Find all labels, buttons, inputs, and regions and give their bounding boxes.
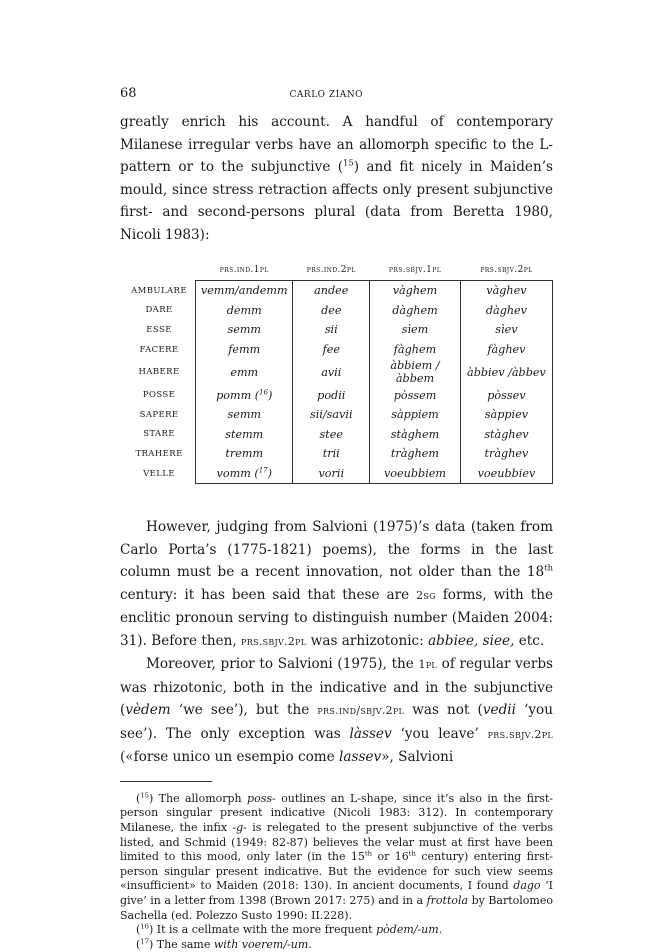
verb-label: SAPERE (139, 409, 179, 420)
cell: vàghem (370, 281, 461, 301)
text: of regular verbs was rhizotonic, both in the indicative and in the subjunctive ( (120, 656, 553, 719)
page-number: 68 (120, 86, 137, 101)
text: It is a cellmate with the more frequent (153, 923, 377, 937)
cell: andee (293, 281, 370, 301)
text: was not ( (404, 702, 483, 719)
footnote-ref-17[interactable]: 17 (258, 466, 268, 475)
cell: tràghem (370, 444, 461, 464)
table-row (123, 464, 553, 484)
table-row (123, 281, 553, 301)
text: ‘you leave’ (391, 725, 488, 742)
cell: trii (293, 444, 370, 464)
intro-paragraph (120, 111, 553, 246)
cell: sàppiem (370, 405, 461, 425)
cell: voeubbiev (460, 464, 552, 484)
text: However, judging from Salvioni (1975)’s data (taken from Carlo Porta’s (1775-1821) poems), the forms in the last column must be a recent innovation, not older than the 18 (120, 519, 553, 581)
verb-label: FACERE (139, 344, 179, 355)
cell: semm (196, 320, 293, 340)
cell: avii (293, 359, 370, 385)
footnote-number: 17 (140, 937, 149, 946)
cell: demm (196, 301, 293, 321)
col-prs-sbjv-1pl: prs.sbjv.1pl (388, 265, 442, 275)
footnote-divider (120, 781, 212, 782)
gloss-abbrev: prs.sbjv.2pl (487, 727, 553, 741)
cell: pòssem (370, 385, 461, 405)
text: outlines an L-shape, since it’s also in the first-person singular present indicative (Nicoli 1983: 312). In contemporary Milanese, the infix (120, 791, 554, 835)
footnote-ref-16[interactable]: 16 (259, 387, 268, 396)
verb-label: AMBULARE (131, 285, 187, 296)
cell: stàghem (370, 425, 461, 445)
table-row (123, 359, 553, 385)
cell-text: pomm ( (216, 388, 260, 402)
text: », Salvioni (381, 749, 454, 766)
cell: stemm (196, 425, 293, 445)
verb-label: TRAHERE (135, 448, 183, 459)
col-prs-ind-2pl: prs.ind.2pl (306, 265, 356, 275)
table-row (123, 385, 553, 405)
footnote-16: ($^{16}$) It is a cellmate with the more frequent pòdem/-um. (136, 922, 443, 937)
cell (196, 385, 293, 405)
cell: voeubbiem (370, 464, 461, 484)
cell: tràghev (460, 444, 552, 464)
gloss-abbrev: prs.sbjv.2pl (241, 634, 307, 648)
body-text (120, 516, 553, 769)
table-row (123, 301, 553, 321)
footnote-number: 16 (140, 922, 149, 931)
gloss-abbrev: prs.ind/sbjv.2pl (317, 704, 405, 718)
gloss-abbrev: 2sg (416, 588, 436, 602)
verb-label: HABERE (138, 367, 180, 378)
cell-text-end: ) (267, 467, 272, 481)
verb-label: ESSE (146, 324, 172, 335)
example-form: poss- (247, 791, 276, 805)
cell: dee (293, 301, 370, 321)
paragraph-rhizotonic (120, 653, 553, 769)
cell: vorii (293, 464, 370, 484)
text: or 16 (372, 850, 409, 864)
example-form: làssev (349, 725, 392, 742)
example-form: pòdem/-um. (376, 923, 443, 937)
verb-label: DARE (145, 305, 173, 316)
example-form: lassev (339, 749, 382, 766)
running-header (120, 86, 553, 101)
superscript: th (364, 849, 373, 858)
gloss-abbrev: 1pl (418, 658, 437, 672)
page (120, 86, 553, 952)
cell: sii/savii (293, 405, 370, 425)
cell: podii (293, 385, 370, 405)
example-form: with voerem/-um. (213, 937, 312, 951)
text: is relegated to the present subjunctive of the verbs listed, and Schmid (1949: 82-87) believes the velar must at first have been limited to this mood, only later (in the 15 (120, 821, 553, 864)
superscript: th (408, 849, 416, 858)
col-prs-ind-1pl: prs.ind.1pl (219, 265, 269, 275)
text: forms, with the enclitic pronoun serving to distinguish number (Maiden 2004: 31). Before then, (120, 586, 554, 649)
text: ‘we see’), but the (170, 702, 318, 719)
cell: fàghev (460, 340, 552, 360)
cell: stàghev (460, 425, 552, 445)
footnote-15: ($^{15}$) The allomorph poss- outlines an L-shape, since it’s also in the first-person singular present indicative (Nicoli 1983: 312). In contemporary Milanese, the infix -g- is relegated to the present subjunctive of the verbs listed, and Schmid (1949: 82-87) believes the velar must at first have been limited to this mood, only later (in the 15th or 16th century) entering first-person singular present indicative. But the evidence for such view seems «insufficient» to Maiden (2018: 130). In ancient documents, I found dago ‘I give’ in a letter from 1398 (Brown 2017: 275) and in a frottola by Bartolomeo Sachella (ed. Polezzo Susto 1990: II.228). (120, 791, 554, 922)
example-form: vedii (482, 702, 516, 719)
verb-forms-table (123, 260, 553, 484)
cell (196, 464, 293, 484)
verb-label: VELLE (143, 468, 175, 479)
example-form: dago (513, 879, 541, 893)
cell: àbbiem / àbbem (370, 359, 461, 385)
text: etc. (514, 632, 545, 649)
superscript: th (544, 562, 553, 573)
cell: sii (293, 320, 370, 340)
col-prs-sbjv-2pl: prs.sbjv.2pl (480, 265, 533, 275)
text: was arhizotonic: (306, 632, 429, 649)
cell-text: vomm ( (216, 467, 259, 481)
running-head-author: CARLO ZIANO (289, 90, 363, 100)
table-row (123, 320, 553, 340)
text: century: it has been said that these are (120, 586, 417, 603)
text: ‘you see’). The only exception was (120, 702, 553, 742)
example-form: vèdem (125, 702, 171, 719)
intro-text-a: greatly enrich his account. A handful of contemporary Milanese irregular verbs have an allomorph specific to the L-pattern or to the subjunctive ( (120, 114, 553, 175)
text: Moreover, prior to Salvioni (1975), the (146, 656, 419, 673)
example-form: -g- (232, 821, 247, 835)
footnote-number: 15 (140, 791, 149, 800)
table-row (123, 444, 553, 464)
cell: dàghem (370, 301, 461, 321)
cell: vàghev (460, 281, 552, 301)
footnote-ref-15[interactable]: 15 (343, 157, 354, 168)
cell: fee (293, 340, 370, 360)
cell: tremm (196, 444, 293, 464)
corner-cell (123, 260, 196, 281)
cell: vemm/andemm (196, 281, 293, 301)
table-row (123, 340, 553, 360)
cell: dàghev (460, 301, 552, 321)
table-row (123, 405, 553, 425)
cell: pòssev (460, 385, 552, 405)
cell: semm (196, 405, 293, 425)
text: century) entering first-person singular present indicative. But the evidence for such view seems «insufficient» to Maiden (2018: 130). In ancient documents, I found (120, 850, 554, 893)
table-row (123, 425, 553, 445)
cell: sìev (460, 320, 552, 340)
cell: àbbiev /àbbev (460, 359, 552, 385)
example-form: frottola (426, 894, 469, 907)
cell: stee (293, 425, 370, 445)
text: The same (153, 937, 214, 951)
table-header-row (123, 260, 553, 281)
paragraph-salvioni-data (120, 516, 553, 653)
cell-text-end: ) (268, 388, 273, 402)
text: ‘I give’ in a letter from 1398 (Brown 2017: 275) and in a (120, 879, 554, 907)
verb-label: POSSE (142, 390, 176, 401)
text: («forse unico un esempio come (120, 749, 340, 766)
footnotes (120, 792, 553, 952)
cell: femm (196, 340, 293, 360)
verb-label: STARE (143, 429, 175, 440)
cell: sàppiev (460, 405, 552, 425)
text: by Bartolomeo Sachella (ed. Polezzo Susto 1990: II.228). (120, 894, 553, 922)
cell: sìem (370, 320, 461, 340)
cell: emm (196, 359, 293, 385)
footnote-17: ($^{17}$) The same with voerem/-um. (136, 937, 312, 951)
intro-text-b: ) and fit nicely in Maiden’s mould, since stress retraction affects only present subjunctive first- and second-persons plural (data from Beretta 1980, Nicoli 1983): (120, 159, 553, 243)
text: The allomorph (153, 791, 248, 805)
cell: fàghem (370, 340, 461, 360)
example-form: abbiee, siee, (428, 632, 515, 649)
